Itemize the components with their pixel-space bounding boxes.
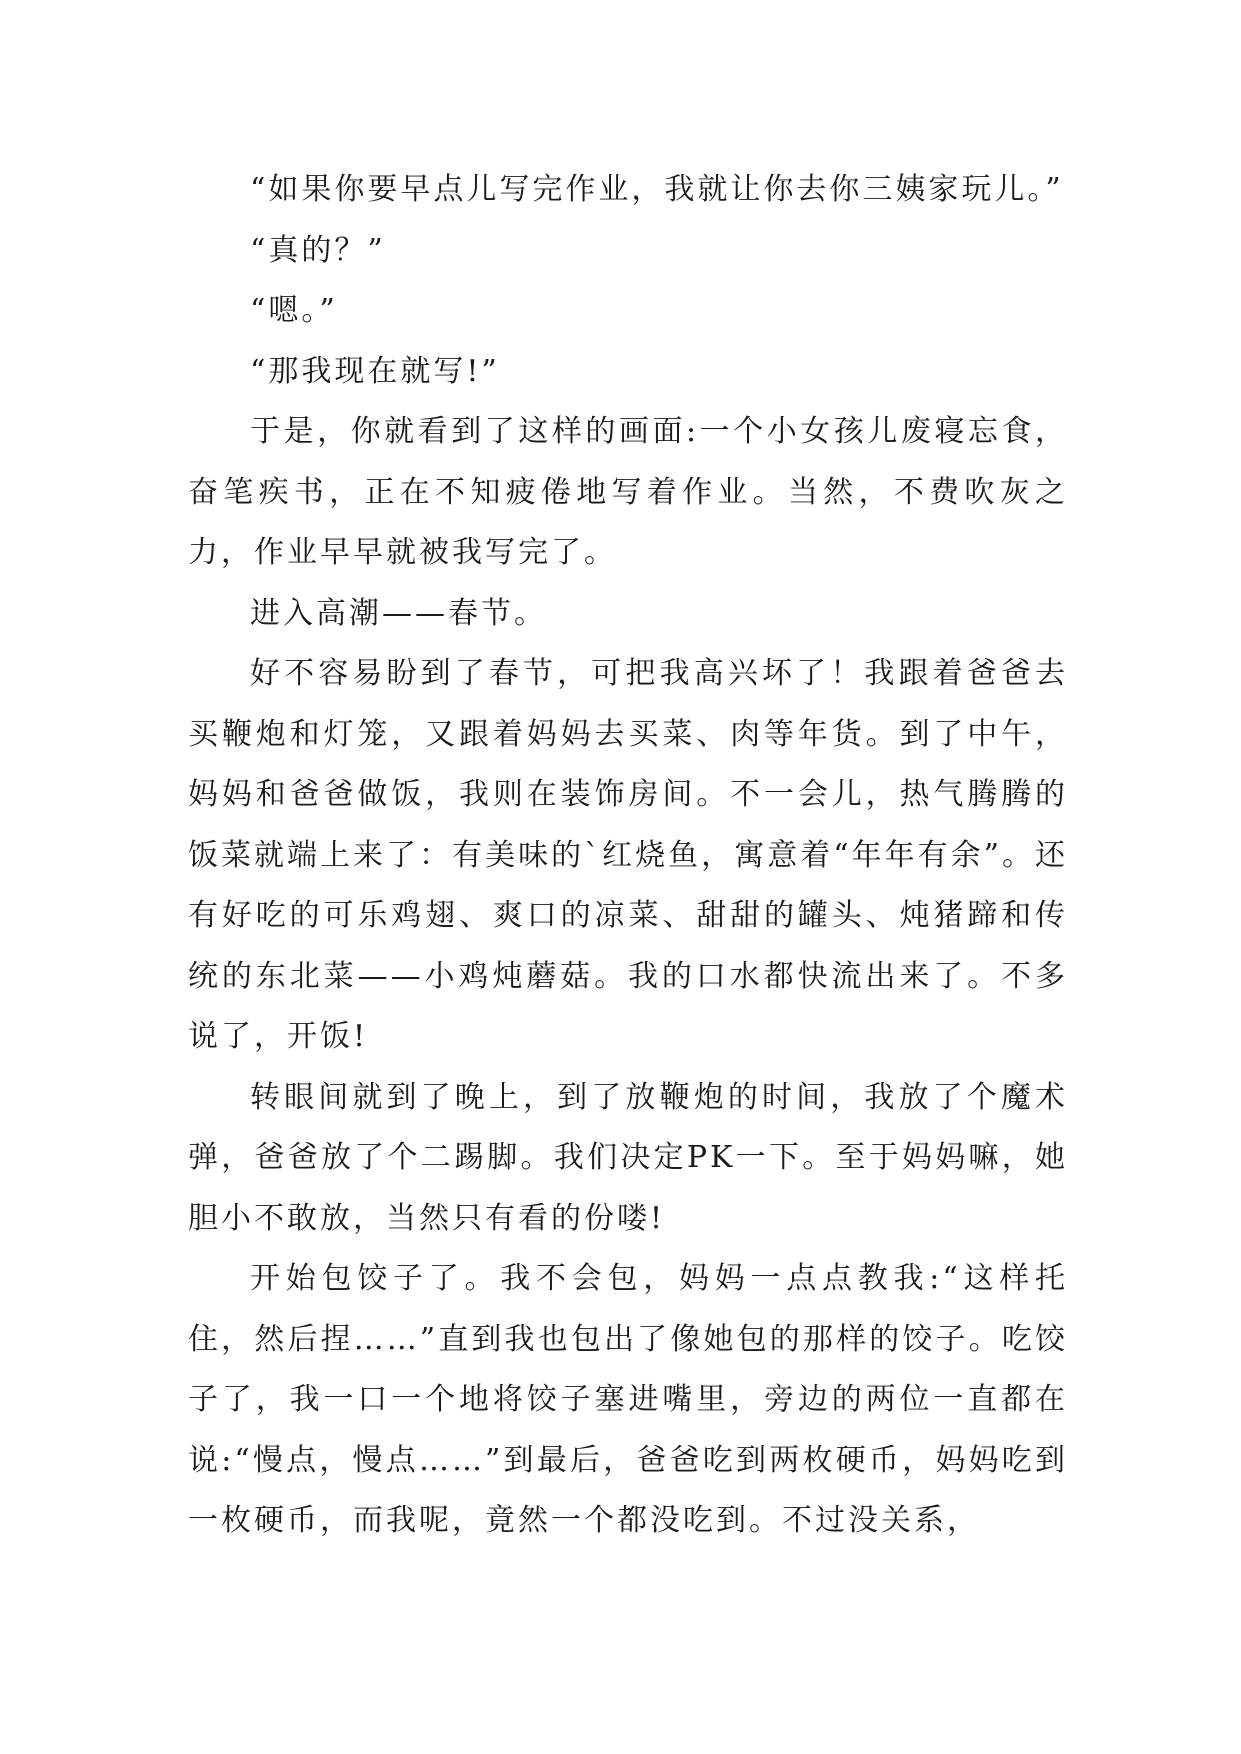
paragraph-2: “真的？” bbox=[250, 232, 386, 268]
document-body bbox=[188, 160, 1068, 1552]
paragraph-5: 于是，你就看到了这样的画面:一个小女孩儿废寝忘食，奋笔疾书，正在不知疲倦地写着作业。当然，不费吹灰之力，作业早早就被我写完了。 bbox=[188, 414, 1068, 570]
paragraph-4: “那我现在就写!” bbox=[250, 353, 500, 389]
paragraph-9: 开始包饺子了。我不会包，妈妈一点点教我:“这样托住，然后捏……”直到我也包出了像她包的那样的饺子。吃饺子了，我一口一个地将饺子塞进嘴里，旁边的两位一直都在说:“慢点，慢点……”到最后，爸爸吃到两枚硬币，妈妈吃到一枚硬币，而我呢，竟然一个都没吃到。不过没关系， bbox=[188, 1261, 1068, 1538]
paragraph-8: 转眼间就到了晚上，到了放鞭炮的时间，我放了个魔术弹，爸爸放了个二踢脚。我们决定PK一下。至于妈妈嘛，她胆小不敢放，当然只有看的份喽! bbox=[188, 1079, 1068, 1236]
paragraph-6: 进入高潮——春节。 bbox=[250, 595, 547, 631]
paragraph-1: “如果你要早点儿写完作业，我就让你去你三姨家玩儿。” bbox=[250, 172, 1064, 207]
paragraph-3: “嗯。” bbox=[250, 293, 338, 328]
paragraph-7: 好不容易盼到了春节，可把我高兴坏了！我跟着爸爸去买鞭炮和灯笼，又跟着妈妈去买菜、肉等年货。到了中午，妈妈和爸爸做饭，我则在装饰房间。不一会儿，热气腾腾的饭菜就端上来了：有美味的`红烧鱼，寓意着“年年有余”。还有好吃的可乐鸡翅、爽口的凉菜、甜甜的罐头、炖猪蹄和传统的东北菜——小鸡炖蘑菇。我的口水都快流出来了。不多说了，开饭! bbox=[188, 656, 1068, 1054]
